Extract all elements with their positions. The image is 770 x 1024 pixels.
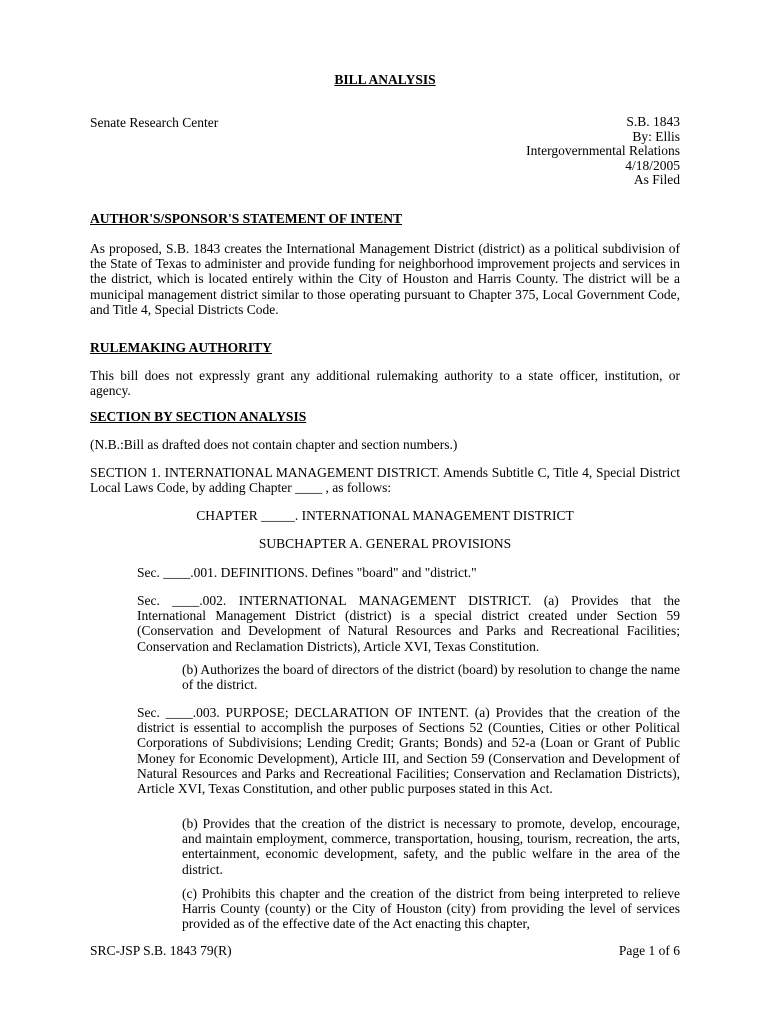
sec-002b-paragraph: (b) Authorizes the board of directors of the district (board) by resolution to change the name of the district. xyxy=(182,662,680,693)
bill-date: 4/18/2005 xyxy=(625,157,680,173)
rulemaking-heading: RULEMAKING AUTHORITY xyxy=(90,340,272,355)
document-title: BILL ANALYSIS xyxy=(334,72,436,87)
bill-number: S.B. 1843 xyxy=(626,114,680,129)
rulemaking-paragraph: This bill does not expressly grant any additional rulemaking authority to a state officer, institution, or agency. xyxy=(90,368,680,399)
bill-status: As Filed xyxy=(633,172,680,187)
sec-003b-paragraph: (b) Provides that the creation of the district is necessary to promote, develop, encourage, and maintain employment, commerce, transportation, housing, tourism, recreation, the arts, entertainment, economic development, safety, and the public welfare in the area of the district. xyxy=(182,816,680,877)
intent-paragraph: As proposed, S.B. 1843 creates the International Management District (district) as a political subdivision of the State of Texas to administer and provide funding for neighborhood improvement projects and services in the district, which is located entirely within the City of Houston and Harris County. The district will be a municipal management district similar to those operating pursuant to Chapter 375, Local Government Code, and Title 4, Special Districts Code. xyxy=(90,241,680,317)
page-number: Page 1 of 6 xyxy=(618,943,680,958)
section-1-paragraph: SECTION 1. INTERNATIONAL MANAGEMENT DISTRICT. Amends Subtitle C, Title 4, Special District Local Laws Code, by adding Chapter ____ , as follows: xyxy=(90,465,680,496)
bill-info-block xyxy=(526,115,680,188)
sec-003c-paragraph: (c) Prohibits this chapter and the creation of the district from being interpreted to relieve Harris County (county) or the City of Houston (city) from providing the level of services provided as of the effective date of the Act enacting this chapter, xyxy=(182,886,680,932)
intent-heading: AUTHOR'S/SPONSOR'S STATEMENT OF INTENT xyxy=(90,211,402,226)
office-name: Senate Research Center xyxy=(90,115,219,130)
subchapter-title: SUBCHAPTER A. GENERAL PROVISIONS xyxy=(258,536,512,551)
nb-note: (N.B.:Bill as drafted does not contain chapter and section numbers.) xyxy=(90,437,458,452)
footer-code: SRC-JSP S.B. 1843 79(R) xyxy=(90,943,232,958)
sec-001-paragraph: Sec. ____.001. DEFINITIONS. Defines "board" and "district." xyxy=(137,565,477,580)
sec-002a-paragraph: Sec. ____.002. INTERNATIONAL MANAGEMENT DISTRICT. (a) Provides that the International Management District (district) is a special district created under Section 59 (Conservation and Development of Natural Resources and Parks and Recreational Facilities; Conservation and Reclamation Districts), Article XVI, Texas Constitution. xyxy=(137,593,680,654)
chapter-title: CHAPTER _____. INTERNATIONAL MANAGEMENT DISTRICT xyxy=(196,508,574,523)
bill-author: By: Ellis xyxy=(632,128,680,144)
analysis-heading: SECTION BY SECTION ANALYSIS xyxy=(90,409,307,424)
committee-name: Intergovernmental Relations xyxy=(526,143,680,158)
sec-003a-paragraph: Sec. ____.003. PURPOSE; DECLARATION OF INTENT. (a) Provides that the creation of the district is essential to accomplish the purposes of Sections 52 (Counties, Cities or other Political Corporations of Subdivisions; Lending Credit; Grants; Bonds) and 52-a (Loan or Grant of Public Money for Economic Development), Article III, and Section 59 (Conservation and Development of Natural Resources and Parks and Recreational Facilities; Conservation and Reclamation Districts), Article XVI, Texas Constitution, and other public purposes stated in this Act. xyxy=(137,705,680,797)
